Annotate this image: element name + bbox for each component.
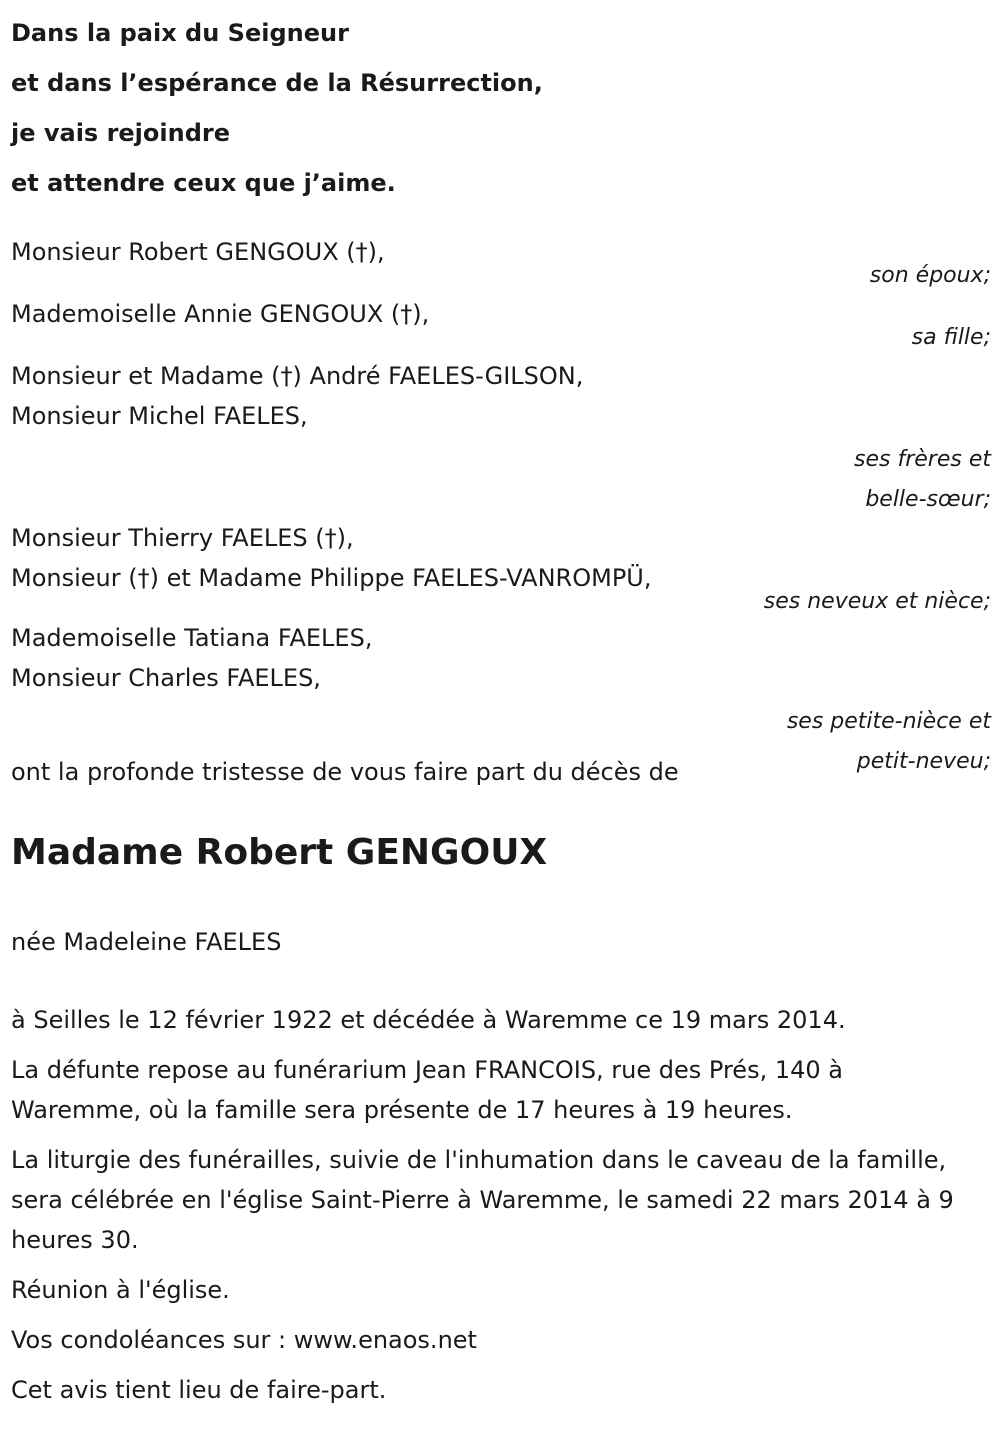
family-relation: ses neveux et nièce;: [763, 589, 991, 614]
family-member-name: Mademoiselle Annie GENGOUX (†),: [11, 300, 430, 328]
family-group-nephews: [11, 518, 991, 622]
family-group-grandniece: [11, 618, 991, 782]
family-relation: sa fille;: [911, 325, 991, 350]
liturgy-info: La liturgie des funérailles, suivie de l'inhumation dans le caveau de la famille, sera célébrée en l'église Saint-Pierre à Waremme, le samedi 22 mars 2014 à 9 heures 30.: [11, 1146, 954, 1254]
opening-verse: [11, 8, 991, 208]
family-relation: petit-neveu;: [856, 749, 991, 774]
family-group-spouse: [11, 232, 991, 296]
birth-death-info: à Seilles le 12 février 1922 et décédée à Waremme ce 19 mars 2014.: [11, 1006, 846, 1034]
family-group-siblings: [11, 356, 991, 520]
family-relation: belle-sœur;: [865, 487, 991, 512]
verse-line: Dans la paix du Seigneur: [11, 19, 349, 47]
family-list: [11, 232, 991, 782]
family-member-name: Monsieur et Madame (†) André FAELES-GILSON,: [11, 362, 584, 390]
funeral-details: [11, 1000, 991, 1410]
deceased-name: Madame Robert GENGOUX: [11, 832, 548, 873]
meeting-info: Réunion à l'église.: [11, 1276, 230, 1304]
family-member-name: Monsieur Michel FAELES,: [11, 402, 308, 430]
condolences-info: Vos condoléances sur : www.enaos.net: [11, 1326, 477, 1354]
obituary-notice: [11, 0, 991, 1420]
family-member-name: Monsieur (†) et Madame Philippe FAELES-VANROMPÜ,: [11, 564, 652, 592]
verse-line: et dans l’espérance de la Résurrection,: [11, 69, 543, 97]
verse-line: et attendre ceux que j’aime.: [11, 169, 396, 197]
family-member-name: Monsieur Robert GENGOUX (†),: [11, 238, 385, 266]
family-relation: ses frères et: [854, 447, 991, 472]
verse-line: je vais rejoindre: [11, 119, 230, 147]
family-relation: son époux;: [869, 263, 991, 288]
family-relation: ses petite-nièce et: [786, 709, 991, 734]
notice-footer: Cet avis tient lieu de faire-part.: [11, 1376, 387, 1404]
family-member-name: Monsieur Thierry FAELES (†),: [11, 524, 354, 552]
family-group-daughter: [11, 294, 991, 358]
family-member-name: Monsieur Charles FAELES,: [11, 664, 321, 692]
family-member-name: Mademoiselle Tatiana FAELES,: [11, 624, 373, 652]
funerarium-info: La défunte repose au funérarium Jean FRANCOIS, rue des Prés, 140 à Waremme, où la famille sera présente de 17 heures à 19 heures.: [11, 1056, 843, 1124]
maiden-name: née Madeleine FAELES: [11, 928, 282, 956]
announcement-text: ont la profonde tristesse de vous faire part du décès de: [11, 758, 679, 786]
